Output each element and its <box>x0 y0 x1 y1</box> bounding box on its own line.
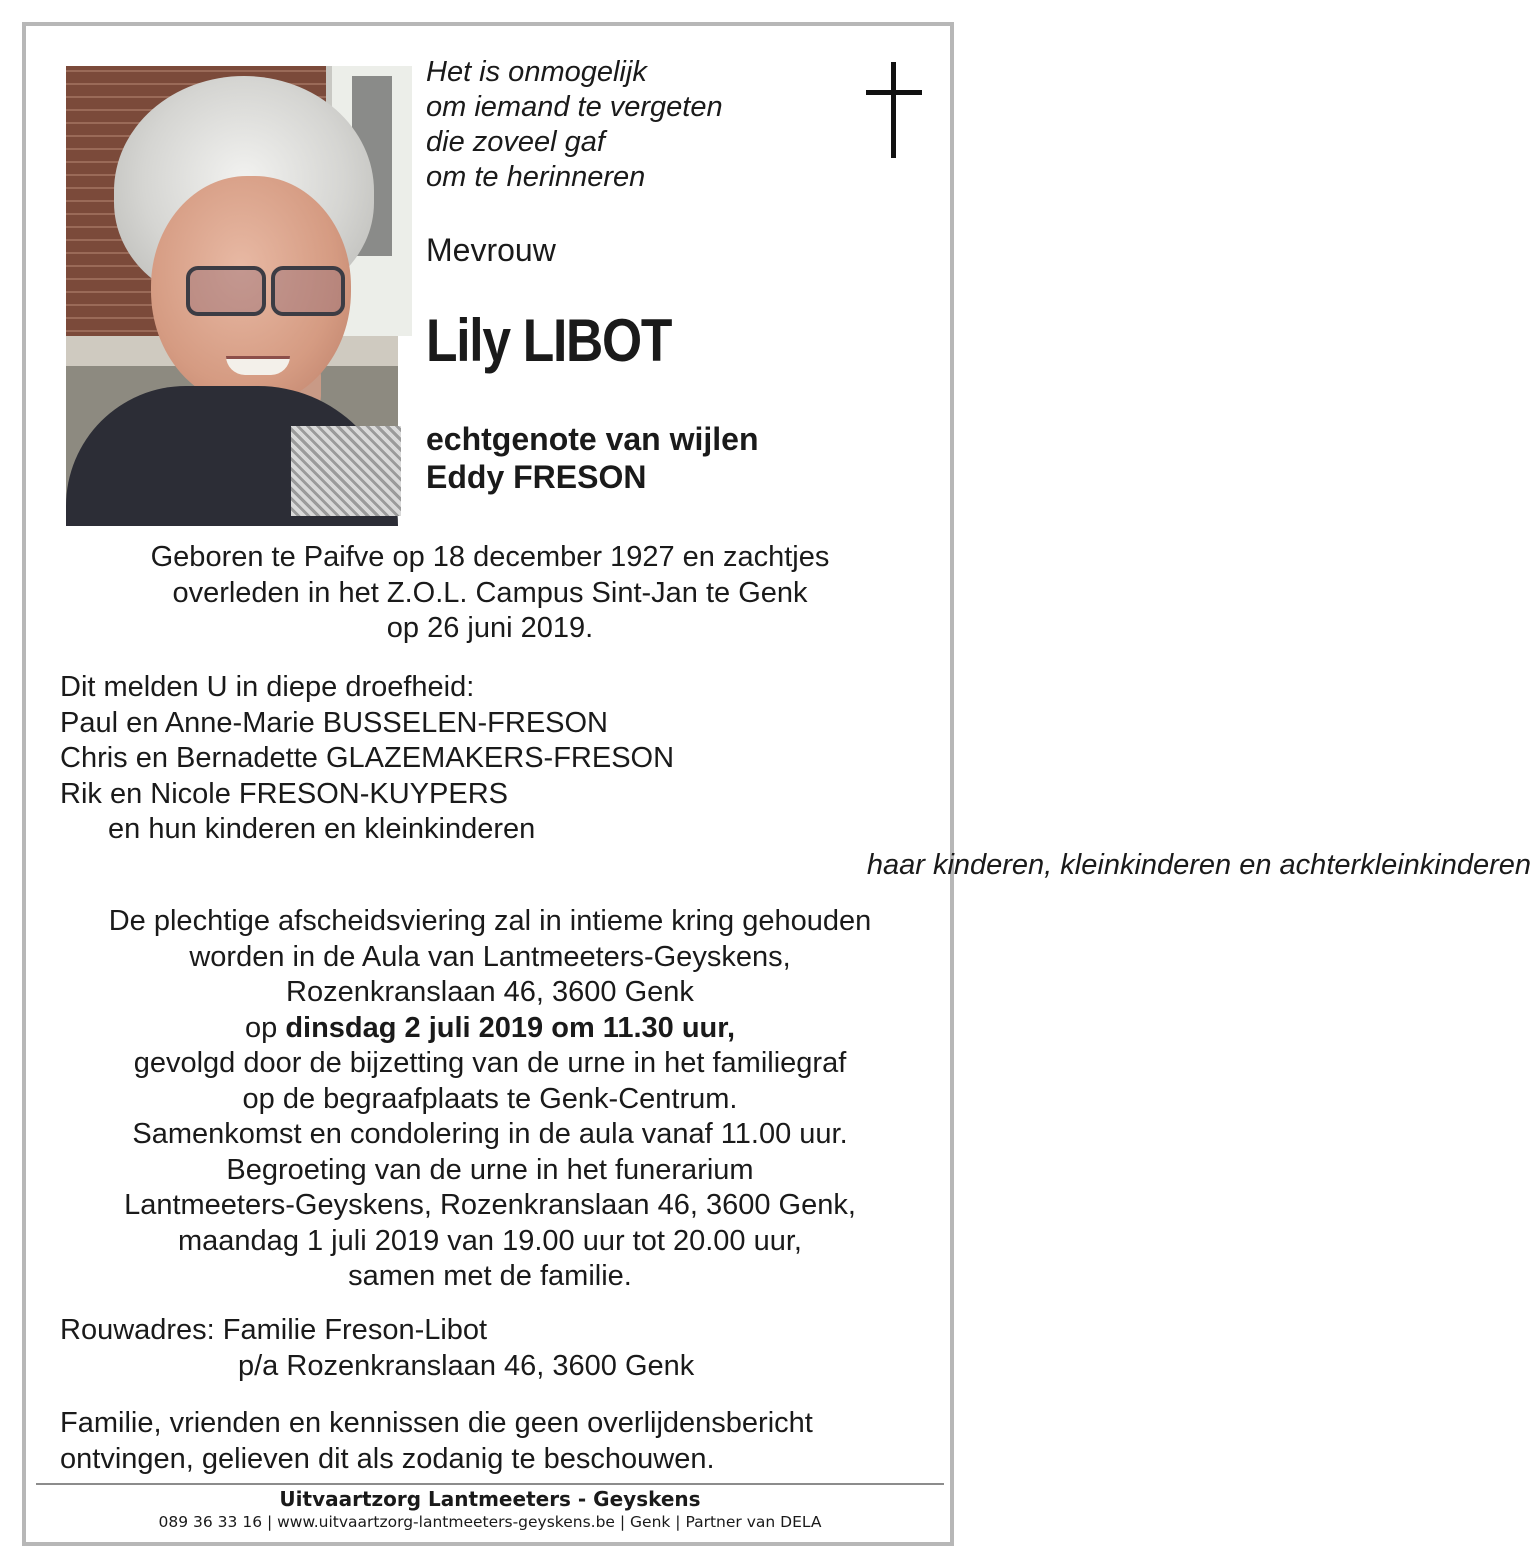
text-line: Samenkomst en condolering in de aula vanaf 11.00 uur. <box>132 1118 848 1150</box>
verse-line: om te herinneren <box>426 161 646 193</box>
text-line: Rozenkranslaan 46, 3600 Genk <box>286 976 694 1008</box>
children-line: en hun kinderen en kleinkinderen <box>108 813 536 845</box>
text-line: samen met de familie. <box>348 1260 632 1292</box>
closing-notice <box>60 1406 813 1477</box>
family-announcement <box>60 670 1531 883</box>
address-line: p/a Rozenkranslaan 46, 3600 Genk <box>238 1349 695 1382</box>
funeral-company-name: Uitvaartzorg Lantmeeters - Geyskens <box>279 1487 701 1511</box>
text-line: overleden in het Z.O.L. Campus Sint-Jan te Genk <box>172 576 808 609</box>
family-line: Paul en Anne-Marie BUSSELEN-FRESON <box>60 706 608 739</box>
ceremony-details <box>36 904 944 1295</box>
cross-icon <box>866 62 922 158</box>
ceremony-date: dinsdag 2 juli 2019 om 11.30 uur, <box>285 1011 735 1044</box>
ceremony-date-line <box>36 1011 944 1047</box>
text-line: Begroeting van de urne in het funerarium <box>226 1153 754 1186</box>
text-line: op de begraafplaats te Genk-Centrum. <box>242 1082 738 1115</box>
salutation: Mevrouw <box>426 232 556 268</box>
footer-divider <box>36 1483 944 1485</box>
text-line: Familie, vrienden en kennissen die geen overlijdensbericht <box>60 1407 813 1439</box>
spouse-name: Eddy FRESON <box>426 459 647 495</box>
text-line: ontvingen, gelieven dit als zodanig te beschouwen. <box>60 1442 715 1475</box>
family-line: Chris en Bernadette GLAZEMAKERS-FRESON <box>60 742 675 774</box>
birth-death-text <box>36 540 944 647</box>
announcement-intro: Dit melden U in diepe droefheid: <box>60 671 475 703</box>
memorial-verse <box>426 55 846 195</box>
verse-line: om iemand te vergeten <box>426 91 723 123</box>
date-prefix: op <box>244 1011 286 1044</box>
text-line: gevolgd door de bijzetting van de urne in het familiegraf <box>133 1047 847 1079</box>
funeral-company-contact: 089 36 33 16 | www.uitvaartzorg-lantmeeters-geyskens.be | Genk | Partner van DELA <box>158 1513 822 1531</box>
spouse-info <box>426 420 759 496</box>
address-line: Rouwadres: Familie Freson-Libot <box>60 1314 488 1346</box>
mourning-address <box>60 1313 694 1384</box>
text-line: maandag 1 juli 2019 van 19.00 uur tot 20.00 uur, <box>178 1224 802 1257</box>
verse-line: die zoveel gaf <box>426 126 605 158</box>
text-line: op 26 juni 2019. <box>386 612 594 644</box>
descendants-line: haar kinderen, kleinkinderen en achterkleinkinderen <box>866 848 1531 881</box>
text-line: worden in de Aula van Lantmeeters-Geyskens, <box>189 940 791 973</box>
portrait-photo <box>66 66 398 509</box>
text-line: Geboren te Paifve op 18 december 1927 en zachtjes <box>150 541 830 573</box>
deceased-name: Lily LIBOT <box>426 307 672 374</box>
text-line: Lantmeeters-Geyskens, Rozenkranslaan 46, 3600 Genk, <box>124 1189 856 1221</box>
spouse-relation: echtgenote van wijlen <box>426 421 759 457</box>
text-line: De plechtige afscheidsviering zal in intieme kring gehouden <box>108 905 872 937</box>
verse-line: Het is onmogelijk <box>426 56 647 88</box>
family-line: Rik en Nicole FRESON-KUYPERS <box>60 777 508 810</box>
